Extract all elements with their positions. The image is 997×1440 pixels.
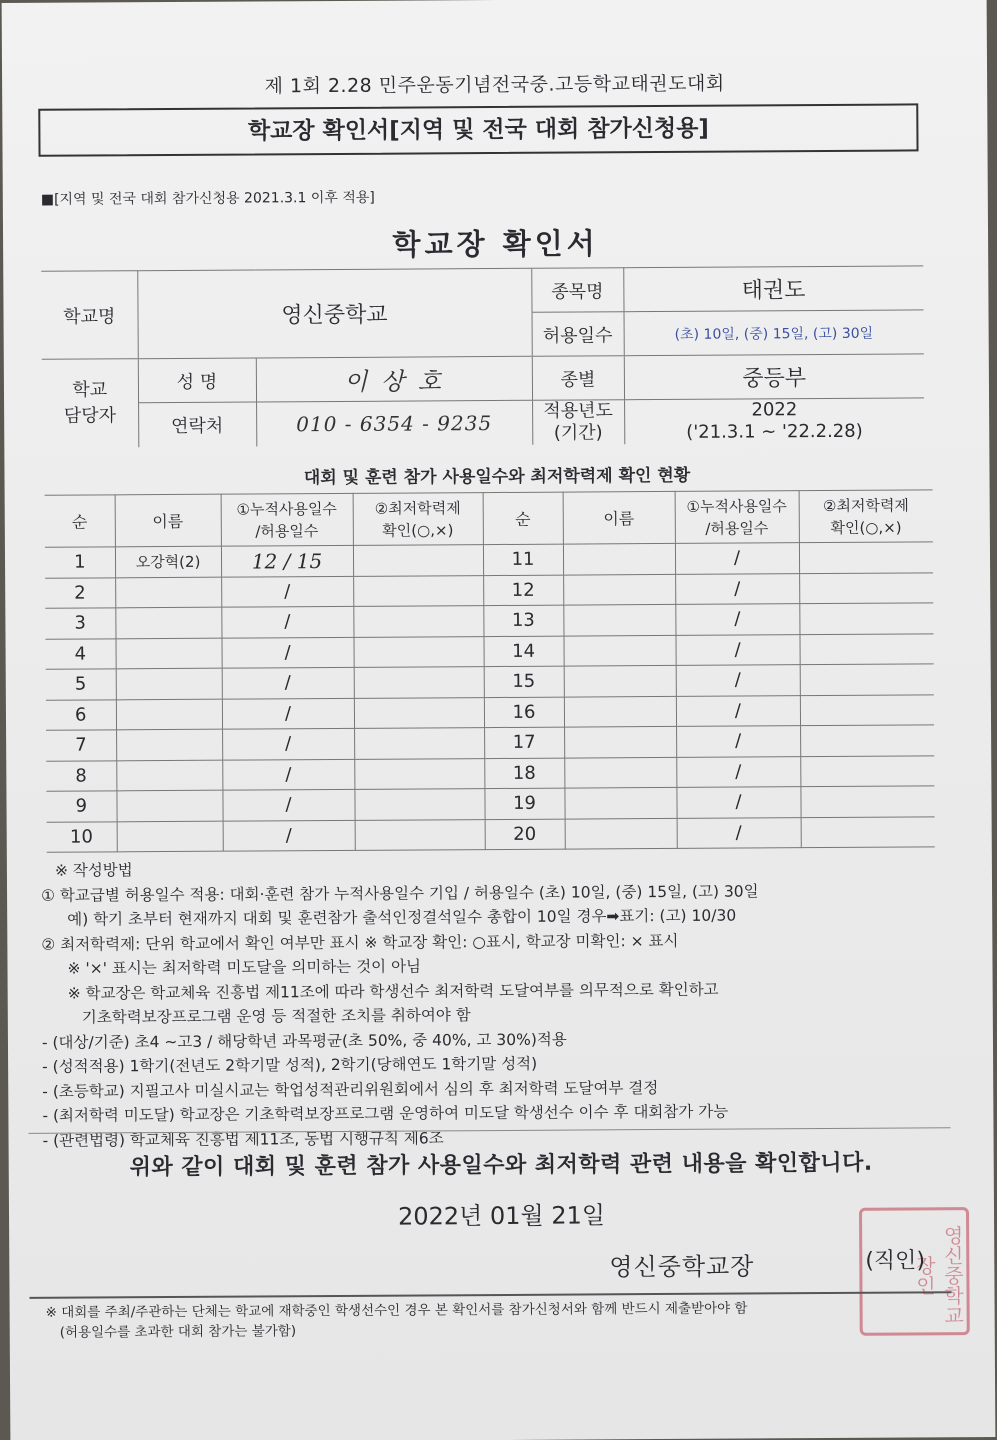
header-academic: ②최저학력제 확인(○,×) bbox=[799, 490, 933, 543]
cell-days: / bbox=[221, 637, 353, 668]
writing-instructions bbox=[41, 853, 943, 1152]
year-label: 적용년도 (기간) bbox=[532, 400, 624, 445]
cell-days: / bbox=[675, 604, 799, 635]
cell-days: / bbox=[222, 759, 354, 790]
cell-no: 1 bbox=[45, 547, 115, 578]
cell-no: 5 bbox=[46, 669, 116, 700]
document-title: 학교장 확인서 bbox=[392, 226, 599, 262]
footer-line-2: (허용일수를 초과한 대회 참가는 불가함) bbox=[59, 1323, 297, 1341]
sport-label: 종목명 bbox=[531, 268, 623, 313]
cell-name bbox=[563, 604, 675, 635]
cell-academic bbox=[353, 606, 483, 637]
cell-name bbox=[564, 696, 676, 727]
cell-name bbox=[564, 665, 676, 696]
allowed-days-label: 허용일수 bbox=[532, 312, 624, 357]
cell-academic bbox=[799, 542, 933, 573]
cell-academic bbox=[801, 816, 935, 847]
confirmation-date: 2022년 01월 21일 bbox=[397, 1201, 606, 1231]
cell-no: 13 bbox=[483, 605, 563, 636]
cell-days: / bbox=[221, 576, 353, 607]
note-2: ② 최저학력제: 단위 학교에서 확인 여부만 표시 ※ 학교장 확인: ○표시, 학교장 미확인: × 표시 bbox=[41, 931, 679, 954]
cell-days: / bbox=[676, 665, 800, 696]
allowed-days-value: (초) 10일, (중) 15일, (고) 30일 bbox=[624, 310, 924, 356]
cell-days: / bbox=[221, 606, 353, 637]
cell-days: / bbox=[675, 634, 799, 665]
contact-label: 연락처 bbox=[138, 402, 256, 447]
cell-name bbox=[116, 699, 222, 730]
header-name: 이름 bbox=[563, 491, 675, 544]
cell-days: / bbox=[675, 543, 799, 574]
principal-title: 영신중학교장 bbox=[609, 1252, 755, 1282]
cell-academic bbox=[800, 664, 934, 695]
header-academic: ②최저학력제 확인(○,×) bbox=[353, 493, 483, 546]
cell-no: 4 bbox=[45, 638, 115, 669]
cell-academic bbox=[799, 633, 933, 664]
notes-heading: ※ 작성방법 bbox=[54, 861, 133, 880]
detail-4: - (최저학력 미도달) 학교장은 기초학력보장프로그램 운영하여 미도달 학생선수 이수 후 대회참가 가능 bbox=[42, 1102, 729, 1125]
cell-no: 16 bbox=[484, 697, 564, 728]
detail-5: - (관련법령) 학교체육 진흥법 제11조, 동법 시행규칙 제6조 bbox=[42, 1128, 444, 1150]
cell-days: / bbox=[222, 728, 354, 759]
cell-name bbox=[564, 757, 676, 788]
footer-line-1: ※ 대회를 주최/주관하는 단체는 학교에 재학중인 학생선수인 경우 본 확인서를 참가신청서와 함께 반드시 제출받아야 함 bbox=[45, 1300, 748, 1321]
header-name: 이름 bbox=[115, 494, 221, 547]
cell-no: 9 bbox=[46, 791, 116, 822]
cell-days: / bbox=[676, 756, 800, 787]
year-value: 2022 bbox=[751, 399, 798, 421]
cell-no: 3 bbox=[45, 608, 115, 639]
seal-placeholder: (직인) bbox=[865, 1248, 926, 1274]
document-paper bbox=[2, 0, 996, 1440]
cell-name bbox=[563, 543, 675, 574]
cell-name bbox=[563, 574, 675, 605]
cell-days: / bbox=[675, 573, 799, 604]
cell-no: 10 bbox=[47, 821, 117, 852]
sport-value: 태권도 bbox=[623, 266, 923, 312]
manager-name-label: 성 명 bbox=[138, 358, 256, 403]
official-seal-stamp: 영신중학교장인 bbox=[859, 1207, 970, 1336]
status-section-title: 대회 및 훈련 참가 사용일수와 최저학력제 확인 현황 bbox=[303, 465, 691, 489]
cell-academic bbox=[354, 728, 484, 759]
cell-academic bbox=[800, 694, 934, 725]
cell-days: 12 / 15 bbox=[221, 545, 353, 576]
header-no: 순 bbox=[483, 492, 563, 544]
detail-2: - (성적적용) 1학기(전년도 2학기말 성적), 2학기(당해연도 1학기말 성적) bbox=[42, 1054, 538, 1076]
manager-name-handwritten: 이 상 호 bbox=[256, 356, 532, 402]
division-value: 중등부 bbox=[624, 354, 924, 400]
cell-name bbox=[115, 638, 221, 669]
cell-days: / bbox=[222, 789, 354, 820]
cell-academic bbox=[354, 697, 484, 728]
cell-days: / bbox=[223, 820, 355, 851]
cell-days: / bbox=[676, 695, 800, 726]
cell-academic bbox=[353, 545, 483, 576]
cell-academic bbox=[353, 575, 483, 606]
applicability-note: ■[지역 및 전국 대회 참가신청용 2021.3.1 이후 적용] bbox=[40, 189, 375, 208]
cell-name bbox=[564, 787, 676, 818]
cell-academic bbox=[800, 755, 934, 786]
confirmation-statement: 위와 같이 대회 및 훈련 참가 사용일수와 최저학력 관련 내용을 확인합니다. bbox=[129, 1150, 873, 1181]
note-1-example: 예) 학기 초부터 현재까지 대회 및 훈련참가 출석인정결석일수 총합이 10일 경우➡표기: (고) 10/30 bbox=[67, 906, 737, 929]
cell-days: / bbox=[222, 698, 354, 729]
cell-academic bbox=[353, 636, 483, 667]
header-days: ①누적사용일수 /허용일수 bbox=[221, 493, 353, 546]
cell-name bbox=[115, 577, 221, 608]
cell-no: 11 bbox=[483, 544, 563, 575]
cell-name bbox=[117, 821, 223, 852]
division-label: 종별 bbox=[532, 356, 624, 401]
detail-3: - (초등학교) 지필고사 미실시교는 학업성적관리위원회에서 심의 후 최저학력 도달여부 결정 bbox=[42, 1078, 659, 1101]
cell-academic bbox=[799, 572, 933, 603]
manager-label: 학교 담당자 bbox=[42, 359, 139, 448]
period-value: ('21.3.1 ~ '22.2.28) bbox=[686, 420, 863, 443]
cell-academic bbox=[800, 725, 934, 756]
school-name-value: 영신중학교 bbox=[137, 268, 532, 358]
cell-no: 6 bbox=[46, 699, 116, 730]
cell-name bbox=[115, 607, 221, 638]
cell-academic bbox=[354, 758, 484, 789]
cell-days: / bbox=[676, 726, 800, 757]
cell-academic bbox=[354, 789, 484, 820]
header-no: 순 bbox=[45, 495, 115, 547]
contact-handwritten: 010 - 6354 - 9235 bbox=[256, 400, 532, 446]
table-row bbox=[47, 816, 935, 852]
participation-table bbox=[45, 489, 935, 852]
cell-name bbox=[116, 729, 222, 760]
note-2-sub-3: 기초학력보장프로그램 운영 등 적절한 조치를 취하여야 함 bbox=[81, 1006, 471, 1027]
cell-days: / bbox=[677, 817, 801, 848]
cell-name bbox=[116, 760, 222, 791]
cell-academic bbox=[800, 786, 934, 817]
event-title: 제 1회 2.28 민주운동기념전국중.고등학교태권도대회 bbox=[264, 72, 725, 98]
cell-name bbox=[563, 635, 675, 666]
note-1: ① 학교급별 허용일수 적용: 대회·훈련 참가 누적사용일수 기입 / 허용일수 (초) 10일, (중) 15일, (고) 30일 bbox=[41, 881, 759, 905]
year-value-cell bbox=[624, 398, 924, 444]
cell-no: 17 bbox=[484, 727, 564, 758]
participation-table-body bbox=[45, 542, 935, 852]
cell-no: 15 bbox=[484, 666, 564, 697]
note-2-sub-1: ※ '×' 표시는 최저학력 미도달을 의미하는 것이 아님 bbox=[67, 957, 422, 978]
cell-no: 14 bbox=[483, 636, 563, 667]
cell-name bbox=[564, 726, 676, 757]
school-name-label: 학교명 bbox=[41, 271, 138, 360]
header-days: ①누적사용일수 /허용일수 bbox=[675, 491, 799, 544]
school-info-table bbox=[41, 265, 924, 447]
note-2-sub-2: ※ 학교장은 학교체육 진흥법 제11조에 따라 학생선수 최저학력 도달여부를 의무적으로 확인하고 bbox=[67, 980, 719, 1003]
boxed-form-title: 학교장 확인서[지역 및 전국 대회 참가신청용] bbox=[38, 103, 918, 156]
cell-no: 12 bbox=[483, 575, 563, 606]
cell-name: 오강혁(2) bbox=[115, 546, 221, 577]
cell-days: / bbox=[222, 667, 354, 698]
cell-no: 2 bbox=[45, 577, 115, 608]
cell-no: 18 bbox=[484, 758, 564, 789]
cell-no: 7 bbox=[46, 730, 116, 761]
footer-divider bbox=[30, 1291, 952, 1299]
cell-no: 19 bbox=[484, 788, 564, 819]
cell-academic bbox=[799, 603, 933, 634]
footer-note bbox=[46, 1298, 748, 1342]
cell-name bbox=[116, 668, 222, 699]
cell-name bbox=[565, 818, 677, 849]
detail-1: - (대상/기준) 초4 ~고3 / 해당학년 과목평균(초 50%, 중 40%, 고 30%)적용 bbox=[41, 1030, 567, 1052]
table-header-row bbox=[45, 490, 933, 547]
cell-academic bbox=[355, 819, 485, 850]
cell-name bbox=[116, 790, 222, 821]
cell-days: / bbox=[676, 787, 800, 818]
cell-no: 8 bbox=[46, 760, 116, 791]
cell-academic bbox=[354, 667, 484, 698]
cell-no: 20 bbox=[485, 819, 565, 850]
